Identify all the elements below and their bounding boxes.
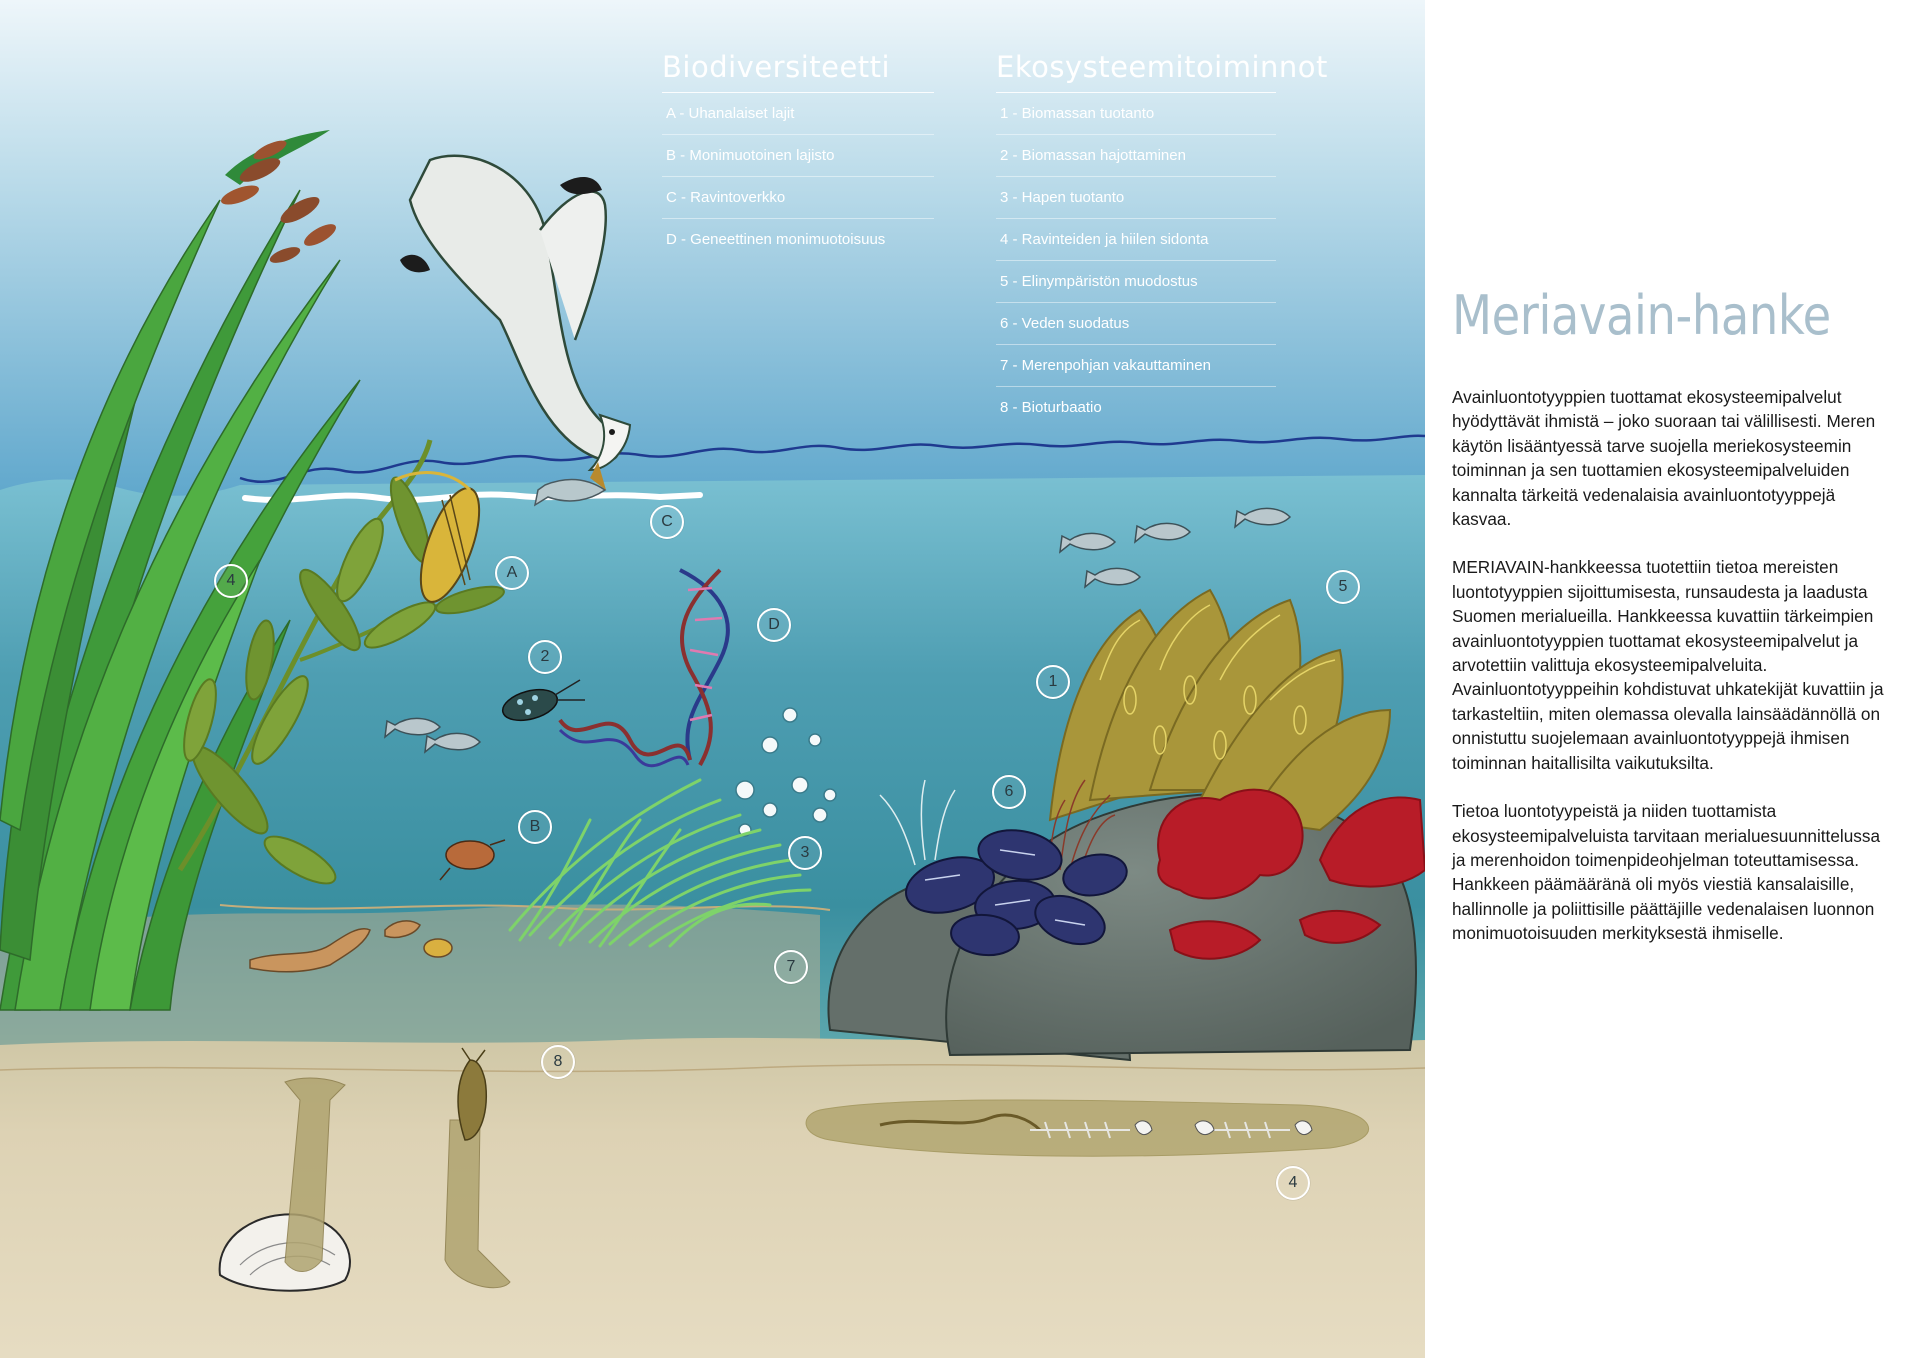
ecosystem-item: 2 - Biomassan hajottaminen bbox=[996, 135, 1276, 177]
marker-2: 2 bbox=[528, 640, 562, 674]
project-title: Meriavain-hanke bbox=[1452, 284, 1831, 347]
ecosystem-item: 3 - Hapen tuotanto bbox=[996, 177, 1276, 219]
biodiversity-item: C - Ravintoverkko bbox=[662, 177, 934, 219]
ecosystem-item: 8 - Bioturbaatio bbox=[1000, 399, 1102, 416]
ecosystem-legend bbox=[996, 50, 1328, 428]
ecosystem-item: 6 - Veden suodatus bbox=[996, 303, 1276, 345]
ecosystem-item: 7 - Merenpohjan vakauttaminen bbox=[996, 345, 1276, 387]
intro-paragraph: Avainluontotyyppien tuottamat ekosysteemipalvelut hyödyttävät ihmistä – joko suoraan tai välillisesti. Meren käytön lisääntyessä tarve suojella meriekosysteemin toiminnan ja sen tuottamien ekosysteemipalveluiden kannalta tärkeitä vedenalaisia avainluontotyyppejä kasvaa. bbox=[1452, 387, 1876, 530]
ecosystem-item: 5 - Elinympäristön muodostus bbox=[996, 261, 1276, 303]
seabed bbox=[0, 1038, 1425, 1358]
marker-1: 1 bbox=[1036, 665, 1070, 699]
biodiversity-item: B - Monimuotoinen lajisto bbox=[662, 135, 934, 177]
marker-7: 7 bbox=[774, 950, 808, 984]
biodiversity-list bbox=[662, 93, 934, 260]
biodiversity-item: A - Uhanalaiset lajit bbox=[662, 93, 934, 135]
marker-c: C bbox=[650, 505, 684, 539]
project-sidebar bbox=[1452, 270, 1892, 970]
project-paragraph: MERIAVAIN-hankkeessa tuotettiin tietoa mereisten luontotyyppien sijoittumisesta, runsaudesta ja laadusta Suomen merialueilla. Hankkeessa kuvattiin tärkeimpien avainluontotyyppien tuottamat ekosysteemipalvelut ja arvotettiin valittuja ekosysteemipalveluita. Avainluontotyyppeihin kohdistuvat uhkatekijät kuvattiin ja tarkasteltiin, miten olemassa olevalla lainsäädännöllä on onnistuttu suojelemaan avainluontotyyppejä ihmisen toiminnan haitallisilta vaikutuksilta. bbox=[1452, 557, 1884, 773]
ecosystem-list bbox=[996, 93, 1276, 428]
ecosystem-item: 1 - Biomassan tuotanto bbox=[996, 93, 1276, 135]
biodiversity-title: Biodiversiteetti bbox=[662, 50, 891, 84]
marker-6: 6 bbox=[992, 775, 1026, 809]
decomposition-layer bbox=[806, 1100, 1369, 1156]
marker-8: 8 bbox=[541, 1045, 575, 1079]
ecosystem-item: 4 - Ravinteiden ja hiilen sidonta bbox=[996, 219, 1276, 261]
marker-a: A bbox=[495, 556, 529, 590]
marker-3: 3 bbox=[788, 836, 822, 870]
ecosystem-title: Ekosysteemitoiminnot bbox=[996, 50, 1328, 84]
marker-b: B bbox=[518, 810, 552, 844]
biodiversity-legend bbox=[662, 50, 934, 260]
marker-d: D bbox=[757, 608, 791, 642]
marker-4-left: 4 bbox=[214, 564, 248, 598]
marker-4-right: 4 bbox=[1276, 1166, 1310, 1200]
biodiversity-item: D - Geneettinen monimuotoisuus bbox=[666, 231, 886, 248]
outcome-paragraph: Tietoa luontotyypeistä ja niiden tuottamista ekosysteemipalveluista tarvitaan merialuesuunnittelussa ja merenhoidon toimenpideohjelman toteuttamisessa. Hankkeen päämääränä oli myös viestiä kansalaisille, hallinnolle ja poliittisille päättäjille vedenalaisen luonnon monimuotoisuuden merkityksestä ihmiselle. bbox=[1452, 801, 1881, 944]
marker-5: 5 bbox=[1326, 570, 1360, 604]
